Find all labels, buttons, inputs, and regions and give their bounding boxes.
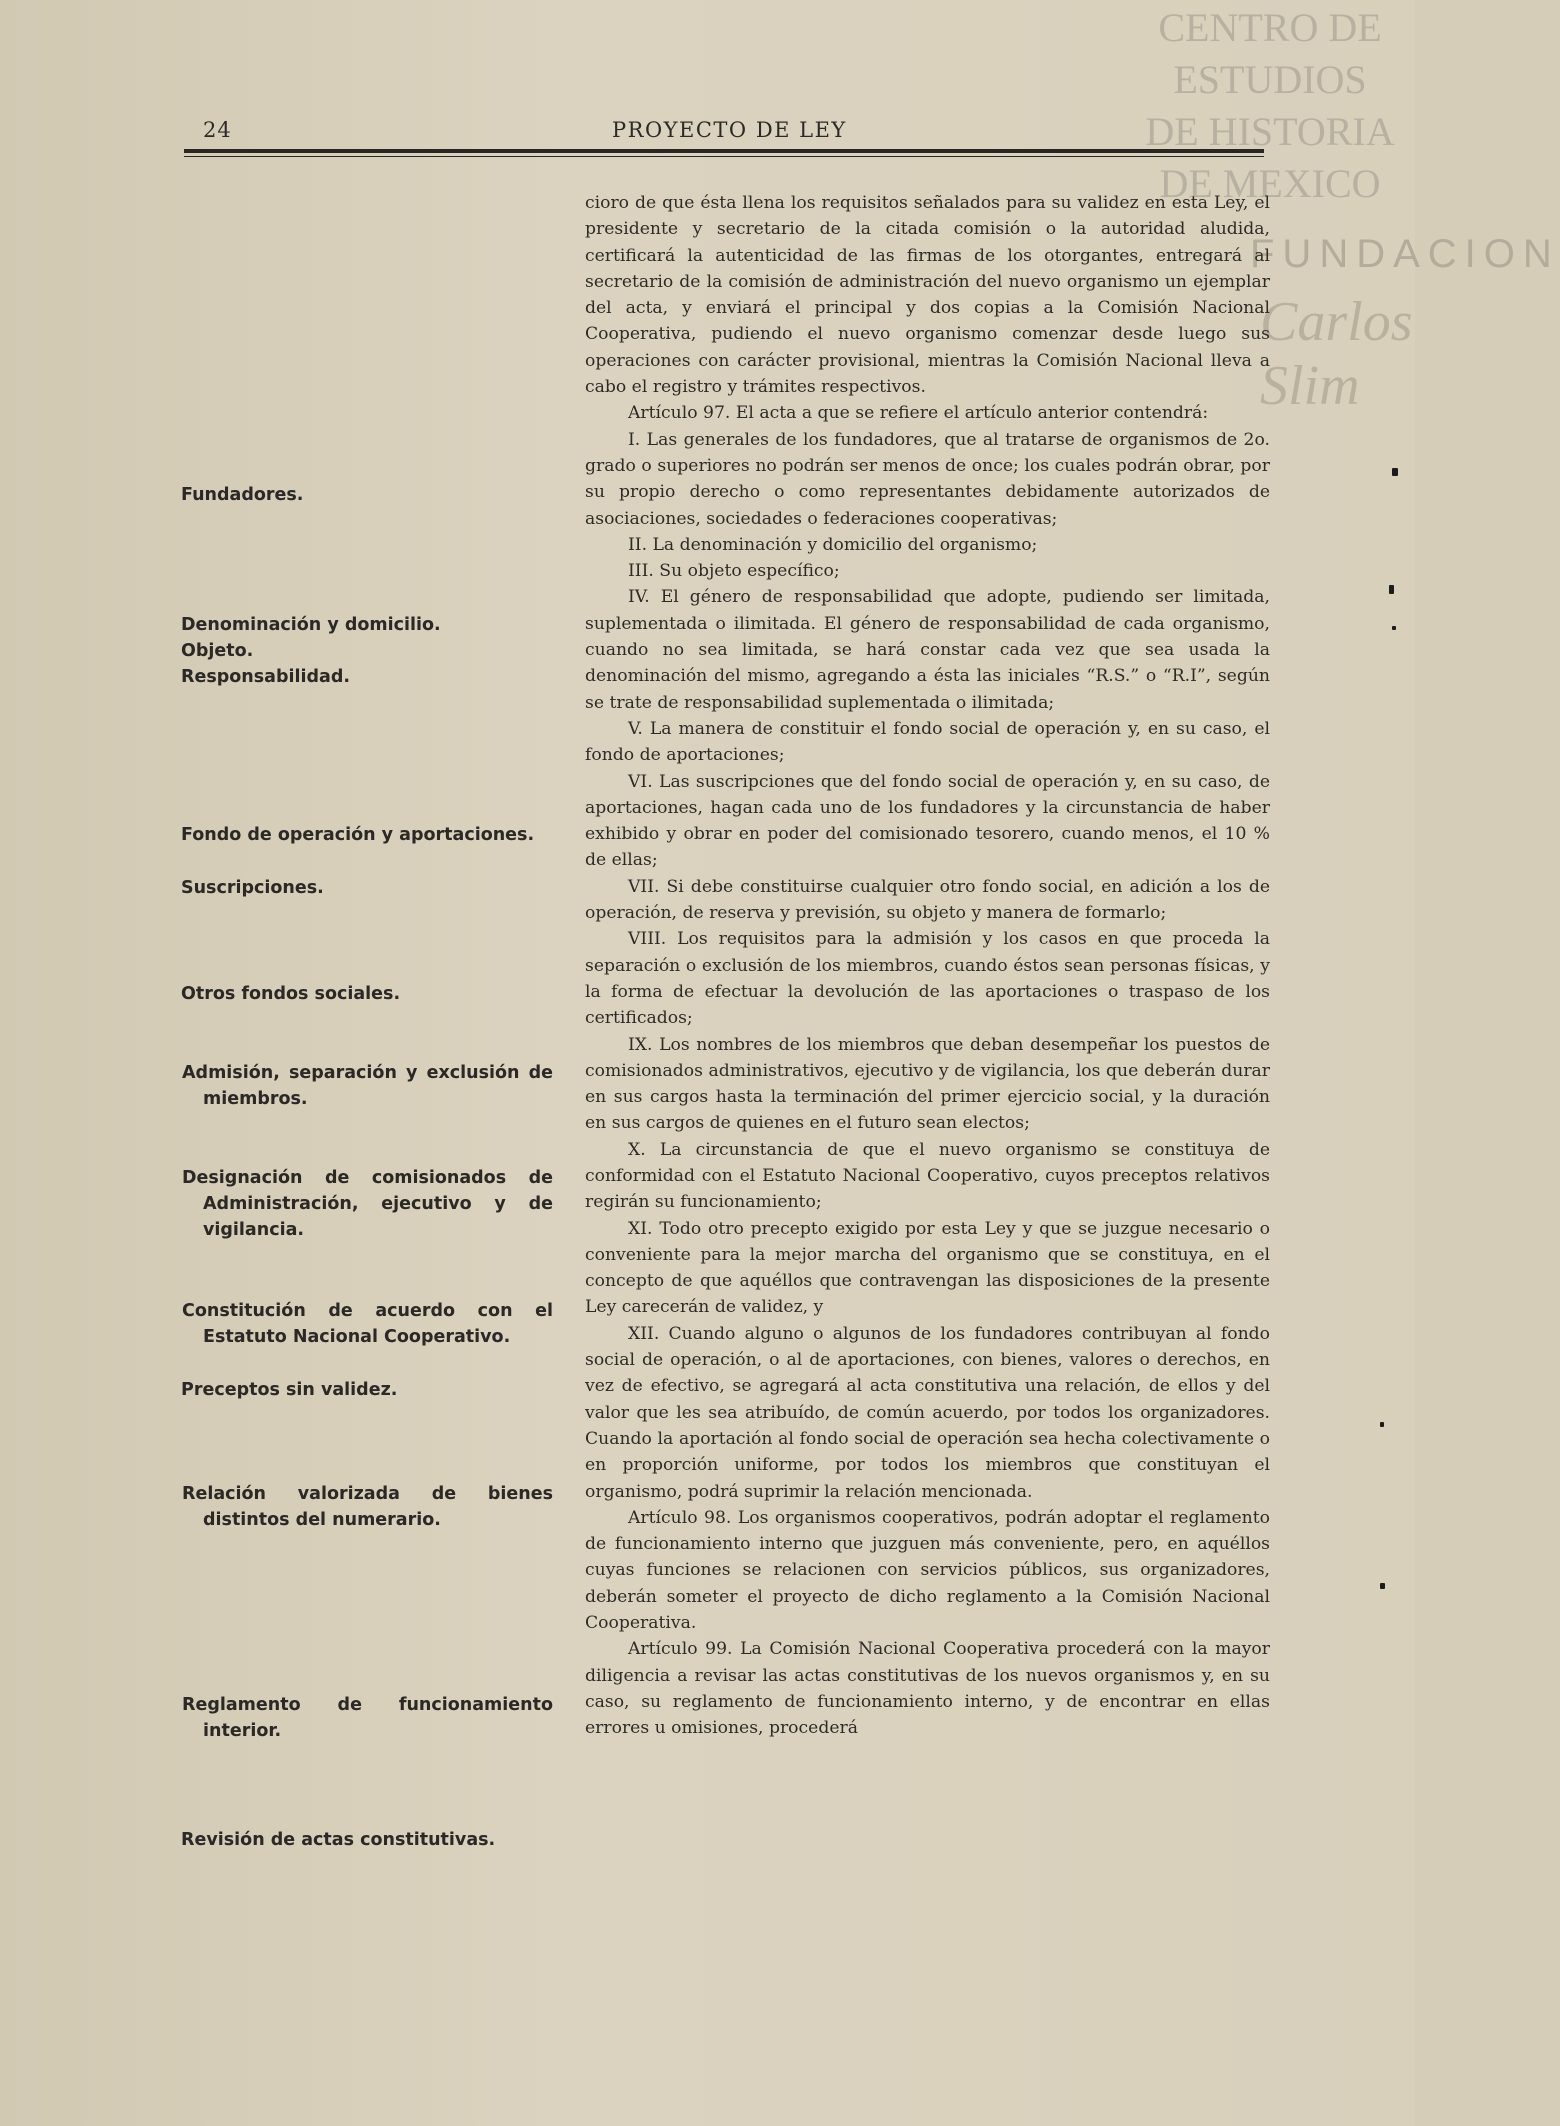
paragraph: II. La denominación y domicilio del organismo;: [628, 534, 1038, 555]
marginal-note-preceptos: Preceptos sin validez.: [181, 1380, 398, 1400]
paragraph: VIII. Los requisitos para la admisión y los casos en que proceda la separación o exclusión de los miembros, cuando éstos sean personas físicas, y la forma de efectuar la devolución de las aportaciones o traspaso de los certificados;: [585, 929, 1270, 1029]
scan-speck: [1392, 468, 1398, 476]
watermark-line: DE HISTORIA: [1145, 109, 1395, 154]
marginal-note-admision: Admisión, separación y exclusión de miembros.: [182, 1063, 553, 1109]
header-rule-thin: [184, 156, 1264, 157]
scan-speck: [1392, 626, 1396, 630]
marginal-note-objeto: Objeto.: [181, 641, 254, 661]
marginal-note-responsabilidad: Responsabilidad.: [181, 667, 351, 687]
marginal-note-relacion: Relación valorizada de bienes distintos del numerario.: [182, 1484, 553, 1530]
marginal-note-denominacion: Denominación y domicilio.: [181, 615, 441, 635]
running-head: PROYECTO DE LEY: [612, 118, 847, 142]
watermark-line: ESTUDIOS: [1173, 57, 1367, 102]
marginal-note-suscripciones: Suscripciones.: [181, 878, 324, 898]
marginal-note-designacion: Designación de comisionados de Administración, ejecutivo y de vigilancia.: [182, 1168, 553, 1240]
header-rule-thick: [184, 149, 1264, 153]
scan-speck: [1380, 1583, 1385, 1589]
marginal-note-revision: Revisión de actas constitutivas.: [181, 1830, 496, 1850]
paragraph: Artículo 99. La Comisión Nacional Cooperativa procederá con la mayor diligencia a revisar las actas constitutivas de los nuevos organismos y, en su caso, su reglamento de funcionamiento interno, y de encontrar en ellas errores u omisiones, procederá: [585, 1639, 1270, 1739]
watermark-fundacion: FUNDACION: [1250, 232, 1560, 276]
paragraph: cioro de que ésta llena los requisitos señalados para su validez en esta Ley, el presidente y secretario de la citada comisión o la autoridad aludida, certificará la autenticidad de las firmas de los otorgantes, entregará al secretario de la comisión de administración del nuevo organismo un ejemplar del acta, y enviará el principal y dos copias a la Comisión Nacional Cooperativa, pudiendo el nuevo organismo comenzar desde luego sus operaciones con carácter provisional, mientras la Comisión Nacional lleva a cabo el registro y trámites respectivos.: [585, 193, 1270, 398]
watermark-line: CENTRO DE: [1158, 5, 1382, 50]
scan-speck: [1389, 585, 1394, 594]
paragraph: XI. Todo otro precepto exigido por esta Ley y que se juzgue necesario o conveniente para la mejor marcha del organismo que se constituya, en el concepto de que aquéllos que contravengan las disposiciones de la presente Ley carecerán de validez, y: [585, 1218, 1270, 1318]
body-text: [585, 190, 1270, 1742]
paragraph: Artículo 98. Los organismos cooperativos, podrán adoptar el reglamento de funcionamiento interno que juzguen más conveniente, pero, en aquéllos cuyas funciones se relacionen con servicios públicos, sus organizadores, deberán someter el proyecto de dicho reglamento a la Comisión Nacional Cooperativa.: [585, 1507, 1270, 1634]
marginal-note-reglamento: Reglamento de funcionamiento interior.: [182, 1695, 553, 1741]
marginal-note-otros-fondos: Otros fondos sociales.: [181, 984, 401, 1004]
paragraph: IV. El género de responsabilidad que adopte, pudiendo ser limitada, suplementada o ilimitada. El género de responsabilidad de cada organismo, cuando no sea limitada, se hará constar cada vez que sea usada la denominación del mismo, agregando a ésta las iniciales “R.S.” o “R.I”, según se trate de responsabilidad suplementada o ilimitada;: [585, 587, 1270, 713]
watermark-line: DE MEXICO: [1159, 161, 1381, 206]
paragraph: IX. Los nombres de los miembros que deban desempeñar los puestos de comisionados administrativos, ejecutivo y de vigilancia, los que deberán durar en sus cargos hasta la terminación del primer ejercicio social, y la duración en sus cargos de quienes en el futuro sean electos;: [585, 1034, 1270, 1134]
paragraph: XII. Cuando alguno o algunos de los fundadores contribuyan al fondo social de operación, o al de aportaciones, con bienes, valores o derechos, en vez de efectivo, se agregará al acta constitutiva una relación, de ellos y del valor que les sea atribuído, de común acuerdo, por todos los organizadores. Cuando la aportación al fondo social de operación sea hecha colectivamente o en proporción uniforme, por todos los miembros que constituyan el organismo, podrá suprimir la relación mencionada.: [585, 1323, 1270, 1502]
marginal-note-fondo-operacion: Fondo de operación y aportaciones.: [181, 825, 535, 845]
paragraph: III. Su objeto específico;: [628, 561, 840, 582]
scan-speck: [1380, 1422, 1384, 1427]
paragraph: Artículo 97. El acta a que se refiere el artículo anterior contendrá:: [628, 403, 1209, 424]
paragraph: VII. Si debe constituirse cualquier otro fondo social, en adición a los de operación, de reserva y previsión, su objeto y manera de formarlo;: [585, 876, 1270, 924]
marginal-note-constitucion: Constitución de acuerdo con el Estatuto Nacional Cooperativo.: [182, 1301, 553, 1347]
page-number: 24: [203, 118, 232, 142]
watermark-signature: Carlos Slim: [1260, 291, 1413, 417]
marginal-note-fundadores: Fundadores.: [181, 485, 304, 505]
paragraph: I. Las generales de los fundadores, que al tratarse de organismos de 2o. grado o superiores no podrán ser menos de once; los cuales podrán obrar, por su propio derecho o como representantes debidamente autorizados de asociaciones, sociedades o federaciones cooperativas;: [585, 429, 1270, 529]
paragraph: V. La manera de constituir el fondo social de operación y, en su caso, el fondo de aportaciones;: [585, 718, 1270, 766]
paragraph: X. La circunstancia de que el nuevo organismo se constituya de conformidad con el Estatuto Nacional Cooperativo, cuyos preceptos relativos regirán su funcionamiento;: [585, 1139, 1270, 1213]
archive-watermark: [1135, 2, 1405, 210]
paragraph: VI. Las suscripciones que del fondo social de operación y, en su caso, de aportaciones, hagan cada uno de los fundadores y la circunstancia de haber exhibido y obrar en poder del comisionado tesorero, cuando menos, el 10 % de ellas;: [585, 771, 1270, 871]
